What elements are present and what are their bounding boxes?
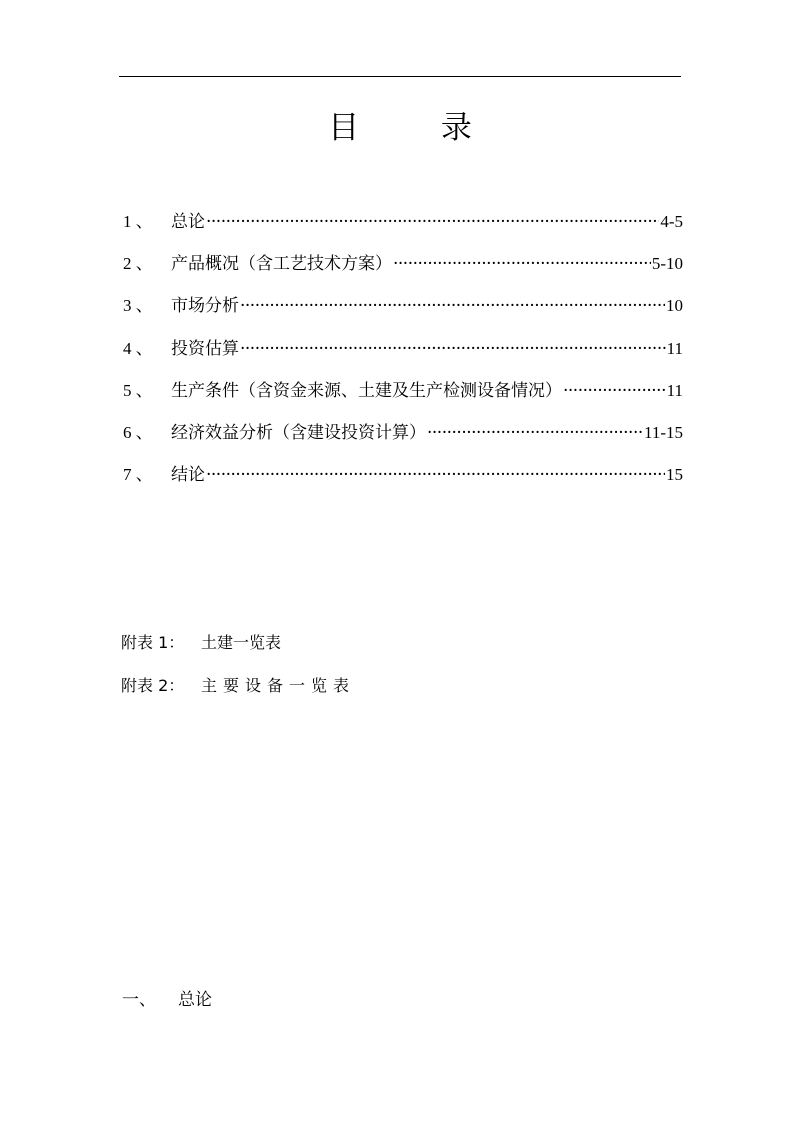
toc-entry-number: 6 、	[123, 422, 153, 442]
document-title: 目 录	[328, 110, 508, 146]
toc-entry-number: 4 、	[123, 338, 153, 358]
section-heading	[122, 987, 212, 1013]
toc-entry-page: 11	[666, 338, 683, 358]
toc-entry-title: 经济效益分析（含建设投资计算）	[171, 422, 426, 443]
toc-entry-number: 5 、	[123, 380, 153, 400]
table-of-contents	[123, 206, 683, 501]
toc-dot-leader	[240, 290, 665, 322]
section-title: 总论	[178, 990, 212, 1010]
toc-entry-6[interactable]	[123, 417, 683, 459]
toc-entry-2[interactable]	[123, 248, 683, 290]
toc-entry-number: 2 、	[123, 254, 153, 274]
toc-entry-page: 5-10	[651, 254, 683, 274]
toc-dot-leader	[206, 459, 665, 491]
toc-entry-title: 总论	[171, 212, 205, 232]
toc-entry-4[interactable]	[123, 333, 683, 375]
toc-entry-page: 11	[666, 380, 683, 400]
appendix-title: 土建一览表	[201, 633, 282, 652]
toc-dot-leader	[240, 333, 666, 365]
toc-dot-leader	[206, 206, 659, 238]
toc-entry-title: 产品概况（含工艺技术方案）	[171, 254, 392, 275]
toc-entry-7[interactable]	[123, 459, 683, 501]
section-number: 一、	[122, 990, 156, 1010]
toc-entry-title: 投资估算	[171, 338, 239, 359]
toc-entry-1[interactable]	[123, 206, 683, 248]
appendix-label: 附表 1：	[121, 633, 185, 652]
toc-entry-page: 10	[666, 296, 683, 316]
toc-entry-number: 7 、	[123, 465, 153, 485]
header-rule	[119, 76, 681, 77]
toc-entry-3[interactable]	[123, 290, 683, 332]
toc-entry-number: 3 、	[123, 296, 153, 316]
appendix-label: 附表 2：	[121, 676, 185, 695]
toc-entry-page: 4-5	[660, 212, 683, 231]
toc-entry-page: 15	[666, 465, 683, 485]
toc-entry-page: 11-15	[643, 422, 683, 442]
toc-dot-leader	[393, 248, 651, 280]
appendix-title: 主要设备一览表	[201, 676, 356, 695]
toc-entry-title: 生产条件（含资金来源、土建及生产检测设备情况）	[171, 380, 562, 401]
toc-entry-title: 市场分析	[171, 296, 239, 317]
appendix-item-1	[121, 631, 681, 655]
toc-dot-leader	[427, 417, 643, 449]
toc-entry-title: 结论	[171, 465, 205, 486]
toc-entry-number: 1 、	[123, 212, 153, 231]
toc-dot-leader	[563, 375, 666, 407]
appendix-item-2	[121, 674, 681, 698]
toc-entry-5[interactable]	[123, 375, 683, 417]
